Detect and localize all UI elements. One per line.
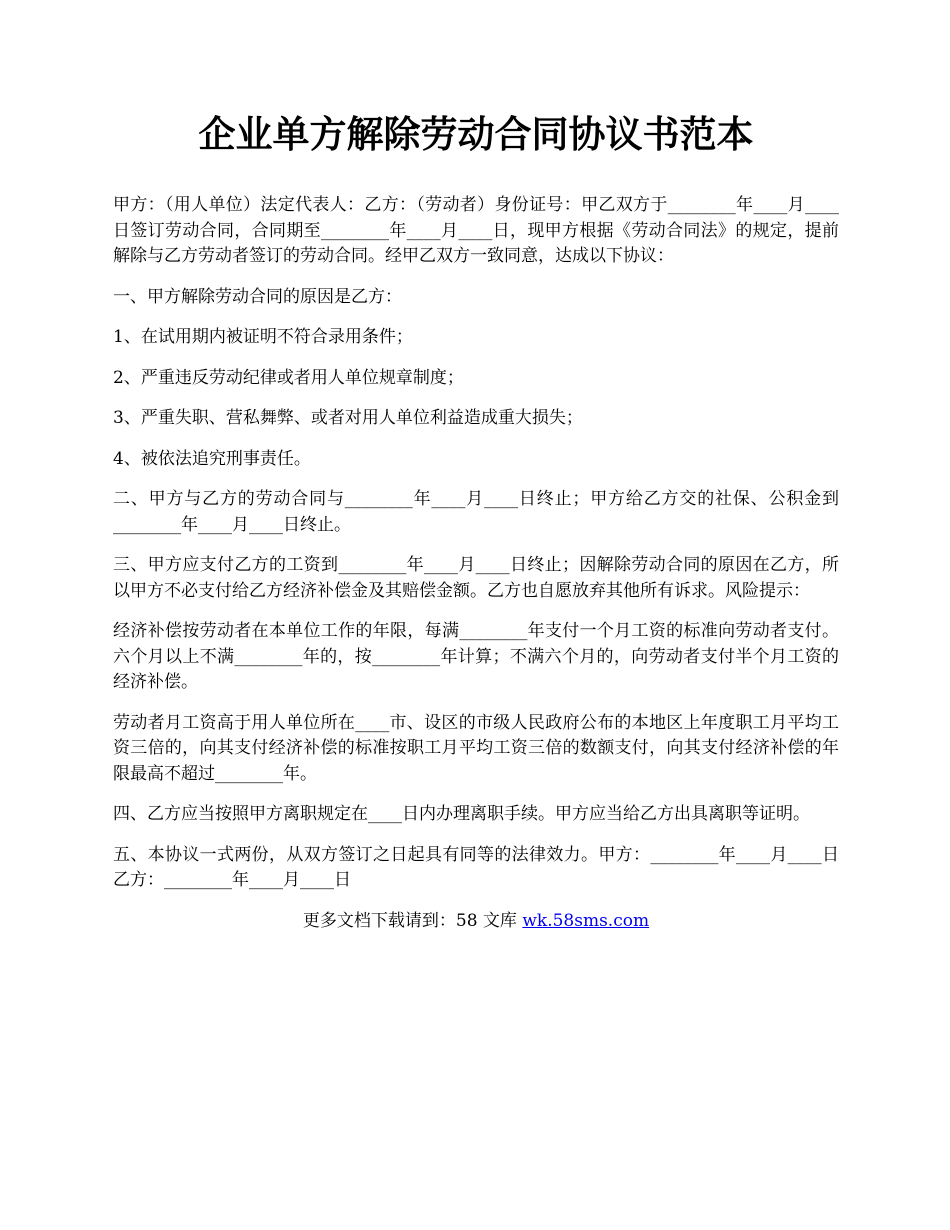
- wage-cap-paragraph: 劳动者月工资高于用人单位所在____市、设区的市级人民政府公布的本地区上年度职工月平均工资三倍的，向其支付经济补偿的标准按职工月平均工资三倍的数额支付，向其支付经济补偿的年限最高不超过________年。: [113, 712, 839, 784]
- document-title: 企业单方解除劳动合同协议书范本: [198, 112, 754, 156]
- reason-item-3: 3、严重失职、营私舞弊、或者对用人单位利益造成重大损失；: [113, 408, 583, 428]
- section-three-paragraph: 三、甲方应支付乙方的工资到________年____月____日终止；因解除劳动合同的原因在乙方，所以甲方不必支付给乙方经济补偿金及其赔偿金额。乙方也自愿放弃其他所有诉求。风险提示：: [113, 555, 839, 601]
- footer-prefix: 更多文档下载请到：58 文库: [302, 910, 523, 931]
- download-footer: [113, 909, 839, 934]
- section-five-paragraph: 五、本协议一式两份，从双方签订之日起具有同等的法律效力。甲方：________年____月____日乙方：________年____月____日: [113, 844, 839, 890]
- reason-item-2: 2、严重违反劳动纪律或者用人单位规章制度；: [113, 367, 464, 388]
- section-two-paragraph: 二、甲方与乙方的劳动合同与________年____月____日终止；甲方给乙方交的社保、公积金到________年____月____日终止。: [113, 489, 839, 535]
- footer-link[interactable]: wk.58sms.com: [522, 910, 650, 931]
- reason-item-4: 4、被依法追究刑事责任。: [113, 448, 311, 469]
- section-four-paragraph: 四、乙方应当按照甲方离职规定在____日内办理离职手续。甲方应当给乙方出具离职等证明。: [113, 804, 810, 824]
- intro-paragraph: 甲方：（用人单位）法定代表人：乙方：（劳动者）身份证号：甲乙双方于________年____月____日签订劳动合同，合同期至________年____月____日，现甲方根据《劳动合同法》的规定，提前解除与乙方劳动者签订的劳动合同。经甲乙双方一致同意，达成以下协议：: [113, 195, 839, 266]
- compensation-paragraph: 经济补偿按劳动者在本单位工作的年限，每满________年支付一个月工资的标准向劳动者支付。六个月以上不满________年的，按________年计算；不满六个月的，向劳动者支付半个月工资的经济补偿。: [113, 621, 839, 692]
- reason-item-1: 1、在试用期内被证明不符合录用条件；: [113, 327, 413, 347]
- section-one-heading: 一、甲方解除劳动合同的原因是乙方：: [113, 286, 402, 307]
- document-page: [113, 108, 839, 934]
